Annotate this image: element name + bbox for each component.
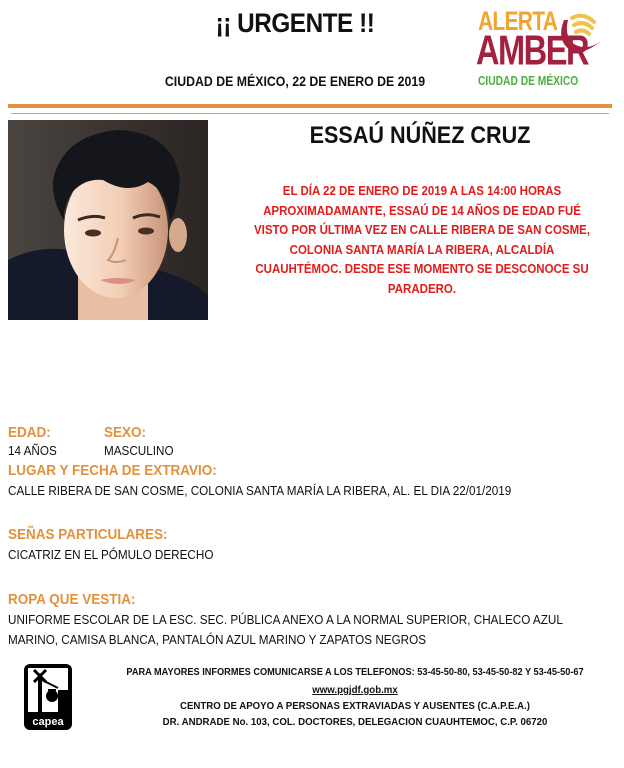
description-line: PARADERO. (387, 281, 457, 296)
missing-person-photo (8, 120, 208, 320)
clothing-label: ROPA QUE VESTIA: (8, 591, 136, 608)
place-date-value: CALLE RIBERA DE SAN COSME, COLONIA SANTA MARÍA LA RIBERA, AL. EL DIA 22/01/2019 (8, 483, 512, 498)
logo-alerta-text: ALERTA (478, 6, 558, 36)
city-date: CIUDAD DE MÉXICO, 22 DE ENERO DE 2019 (164, 73, 426, 89)
capea-logo-text: capea (32, 716, 64, 728)
website-link[interactable]: www.pgjdf.gob.mx (312, 684, 398, 696)
distinguishing-marks-value: CICATRIZ EN EL PÓMULO DERECHO (8, 547, 214, 562)
person-portrait-image (8, 120, 208, 320)
description-line: APROXIMADAMANTE, ESSAÚ DE 14 AÑOS DE EDAD FUÉ (263, 203, 581, 218)
person-name: ESSAÚ NÚÑEZ CRUZ (309, 122, 531, 149)
contact-phones: PARA MAYORES INFORMES COMUNICARSE A LOS TELEFONOS: 53-45-50-80, 53-45-50-82 Y 53-45-50-67 (126, 667, 584, 678)
capea-logo-icon (24, 664, 72, 730)
header-divider-thick (8, 104, 612, 108)
description-line: VISTO POR ÚLTIMA VEZ EN CALLE RIBERA DE SAN COSME, (253, 223, 591, 237)
clothing-value-line2: MARINO, CAMISA BLANCA, PANTALÓN AZUL MARINO Y ZAPATOS NEGROS (8, 632, 427, 647)
description-line: COLONIA SANTA MARÍA LA RIBERA, ALCALDÍA (289, 242, 555, 257)
place-date-label: LUGAR Y FECHA DE EXTRAVIO: (8, 462, 217, 479)
distinguishing-marks-label: SEÑAS PARTICULARES: (8, 526, 168, 543)
capea-address: DR. ANDRADE No. 103, COL. DOCTORES, DELEGACION CUAUHTEMOC, C.P. 06720 (162, 716, 548, 728)
description-line: EL DÍA 22 DE ENERO DE 2019 A LAS 14:00 HORAS (282, 184, 562, 198)
age-value: 14 AÑOS (8, 443, 57, 458)
alerta-amber-logo (474, 6, 614, 92)
sex-value: MASCULINO (104, 443, 174, 458)
logo-amber-text: AMBER (476, 27, 588, 74)
page-title: ¡¡ URGENTE !! (215, 8, 375, 38)
header-divider-thin (11, 113, 609, 114)
description-line: CUAUHTÉMOC. DESDE ESE MOMENTO SE DESCONOCE SU (255, 262, 589, 276)
clothing-value-line1: UNIFORME ESCOLAR DE LA ESC. SEC. PÚBLICA ANEXO A LA NORMAL SUPERIOR, CHALECO AZUL (8, 612, 563, 627)
capea-logo (24, 664, 72, 730)
age-label: EDAD: (8, 424, 51, 441)
sex-label: SEXO: (104, 424, 147, 441)
capea-center-name: CENTRO DE APOYO A PERSONAS EXTRAVIADAS Y AUSENTES (C.A.P.E.A.) (180, 700, 530, 712)
disappearance-description (222, 182, 622, 299)
logo-cdmx-text: CIUDAD DE MÉXICO (478, 74, 579, 88)
website-link-container (111, 684, 599, 696)
